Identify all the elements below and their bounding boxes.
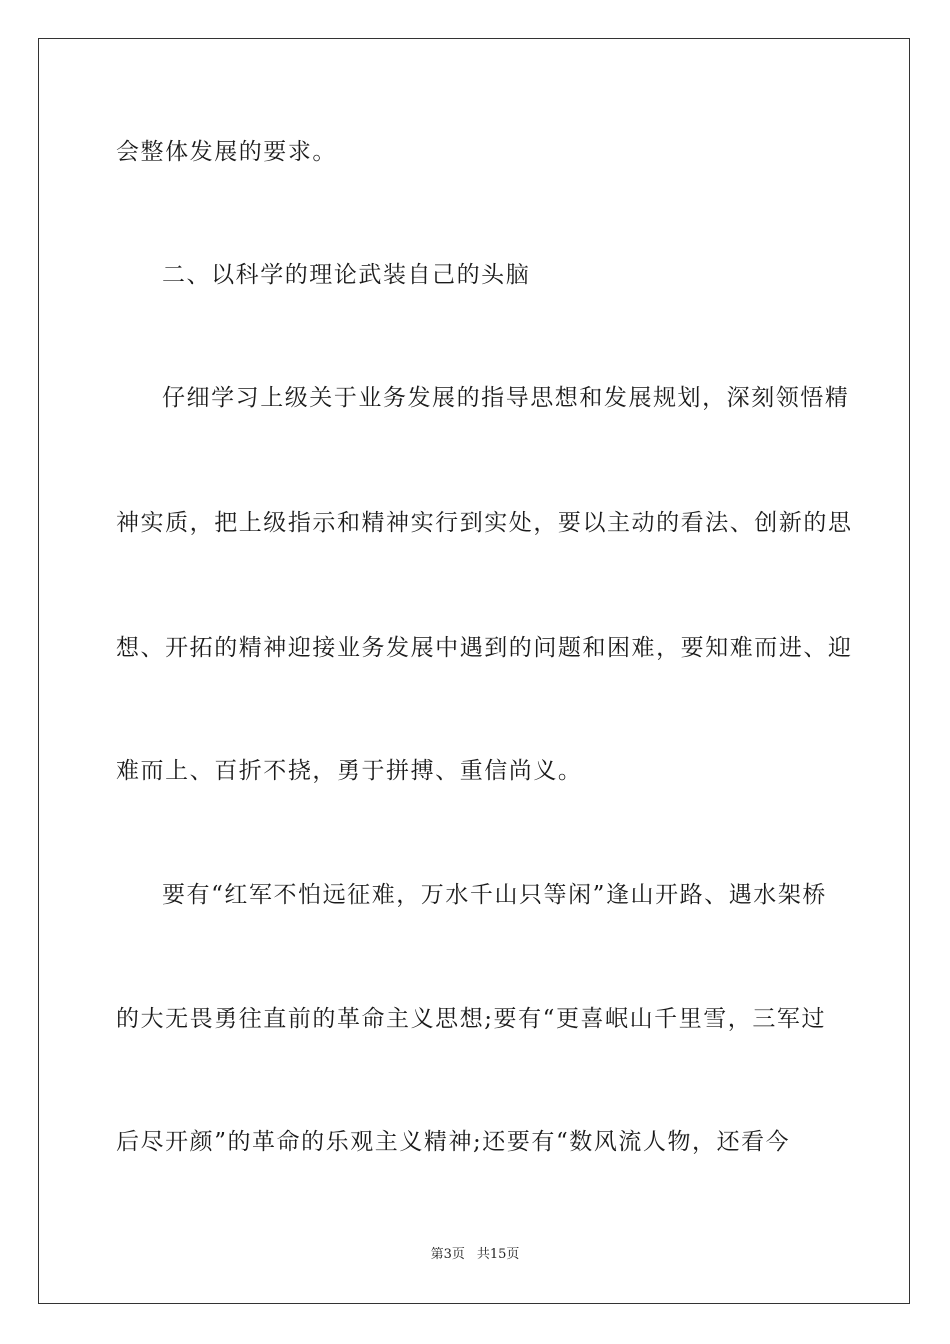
text-line: 要有“红军不怕远征难，万水千山只等闲”逢山开路、遇水架桥 [162,882,827,908]
text-line: 神实质，把上级指示和精神实行到实处，要以主动的看法、创新的思 [116,510,853,536]
page-footer [0,1246,950,1264]
page-border [38,38,910,1304]
page-number: 第3页 [430,1247,465,1262]
page-total: 共15页 [476,1247,520,1262]
text-line: 会整体发展的要求。 [116,139,337,165]
text-line: 的大无畏勇往直前的革命主义思想;要有“更喜岷山千里雪，三军过 [116,1006,827,1032]
text-line: 想、开拓的精神迎接业务发展中遇到的问题和困难，要知难而进、迎 [116,635,853,661]
text-line: 难而上、百折不挠，勇于拼搏、重信尚义。 [116,758,583,784]
text-line: 仔细学习上级关于业务发展的指导思想和发展规划，深刻领悟精 [162,385,850,411]
text-line: 后尽开颜”的革命的乐观主义精神;还要有“数风流人物，还看今 [116,1129,791,1155]
section-heading: 二、以科学的理论武装自己的头脑 [162,262,531,288]
